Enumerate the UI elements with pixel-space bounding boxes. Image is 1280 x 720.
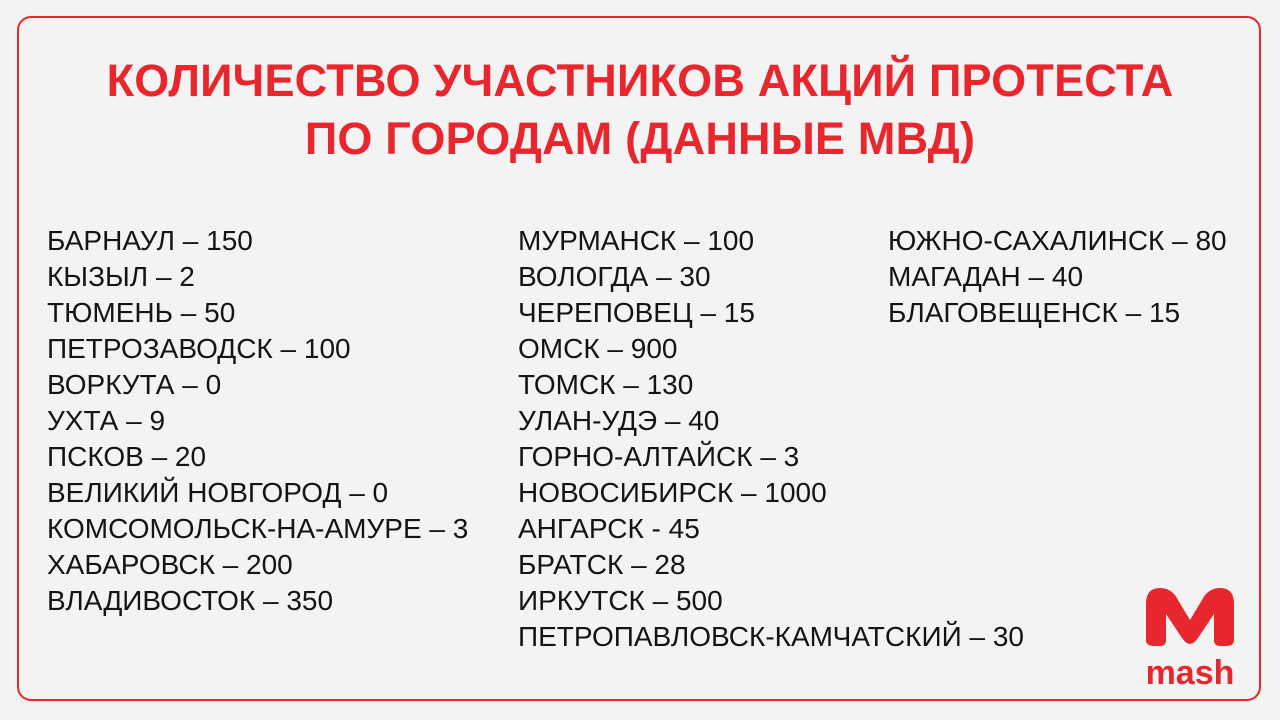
city-entry: БЛАГОВЕЩЕНСК – 15 (888, 297, 1181, 328)
city-entry: ХАБАРОВСК – 200 (47, 549, 293, 580)
city-entry: ПЕТРОЗАВОДСК – 100 (47, 333, 351, 364)
city-entry: ПСКОВ – 20 (47, 441, 207, 472)
city-entry: ТОМСК – 130 (518, 369, 694, 400)
city-entry: ПЕТРОПАВЛОВСК-КАМЧАТСКИЙ – 30 (518, 621, 1024, 652)
page-title (0, 52, 1280, 168)
city-entry: КОМСОМОЛЬСК-НА-АМУРЕ – 3 (47, 513, 469, 544)
logo-text: mash (1145, 654, 1235, 692)
title-line-2: ПО ГОРОДАМ (ДАННЫЕ МВД) (304, 113, 976, 164)
city-entry: АНГАРСК - 45 (518, 513, 700, 544)
city-entry: ВОЛОГДА – 30 (518, 261, 711, 292)
city-entry: ЧЕРЕПОВЕЦ – 15 (518, 297, 755, 328)
city-entry: ЮЖНО-САХАЛИНСК – 80 (888, 225, 1227, 256)
city-entry: ГОРНО-АЛТАЙСК – 3 (518, 441, 800, 472)
city-entry: ТЮМЕНЬ – 50 (47, 297, 236, 328)
city-entry: УХТА – 9 (47, 405, 166, 436)
city-entry: НОВОСИБИРСК – 1000 (518, 477, 827, 508)
city-entry: БРАТСК – 28 (518, 549, 686, 580)
city-entry: ВЕЛИКИЙ НОВГОРОД – 0 (47, 477, 389, 508)
city-column-3 (888, 223, 1227, 331)
city-entry: БАРНАУЛ – 150 (47, 225, 253, 256)
city-entry: ИРКУТСК – 500 (518, 585, 723, 616)
city-entry: МАГАДАН – 40 (888, 261, 1084, 292)
city-entry: МУРМАНСК – 100 (518, 225, 755, 256)
city-entry: ОМСК – 900 (518, 333, 678, 364)
city-entry: КЫЗЫЛ – 2 (47, 261, 195, 292)
mash-logo-icon (1140, 584, 1240, 692)
city-column-1 (47, 223, 468, 619)
city-entry: ВЛАДИВОСТОК – 350 (47, 585, 334, 616)
city-entry: УЛАН-УДЭ – 40 (518, 405, 720, 436)
title-line-1: КОЛИЧЕСТВО УЧАСТНИКОВ АКЦИЙ ПРОТЕСТА (106, 55, 1174, 106)
city-entry: ВОРКУТА – 0 (47, 369, 222, 400)
